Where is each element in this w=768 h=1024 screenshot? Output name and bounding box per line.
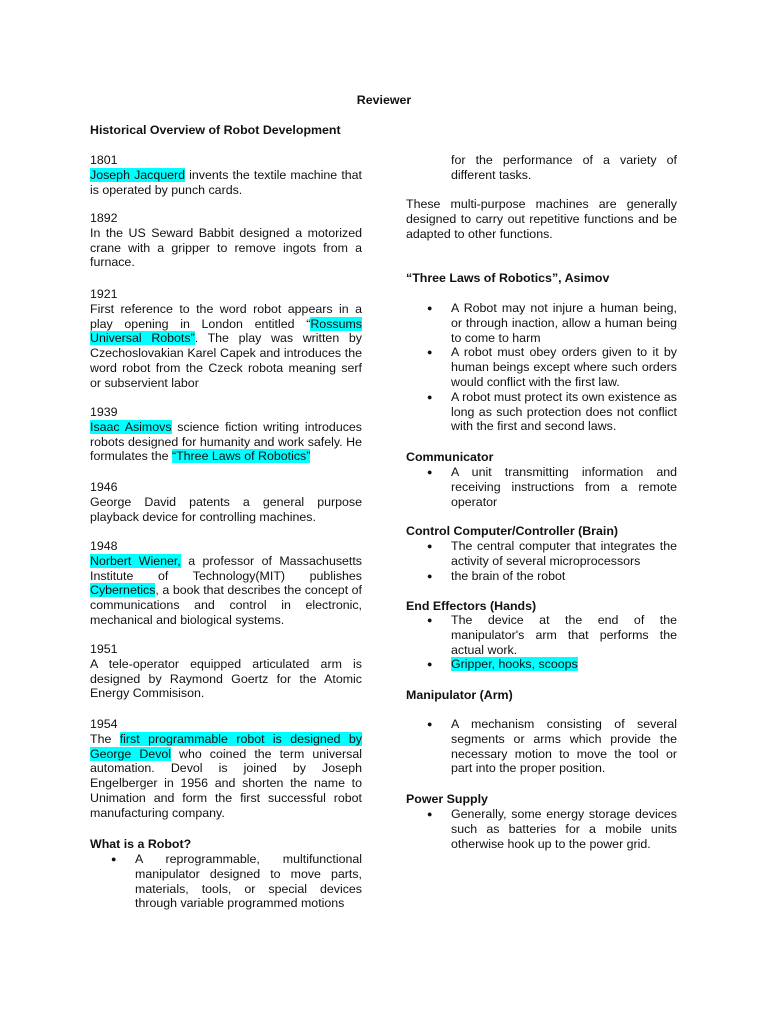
list-item: ● A mechanism consisting of several segments or arms which provide the necessary motion to move the tool or part into the proper position. — [406, 717, 677, 776]
entry-1939 — [90, 405, 362, 464]
entry-1946 — [90, 480, 362, 524]
entry-text: First reference to the word robot appears in a play opening in London entitled “Rossums Universal Robots”. The play was written by Czechoslovakian Karel Capek and introduces the word robot from the Czeck robota meaning serf or subservient labor — [90, 301, 362, 390]
entry-text: Isaac Asimovs science fiction writing introduces robots designed for humanity and work safely. He formulates the “Three Laws of Robotics” — [90, 419, 362, 464]
page-title: Reviewer — [356, 93, 412, 107]
section-heading-history: Historical Overview of Robot Development — [90, 123, 341, 137]
bullet-list — [406, 807, 677, 851]
list-item: ● the brain of the robot — [406, 569, 677, 584]
entry-year: 1951 — [90, 642, 118, 656]
highlight: Isaac Asimovs — [90, 419, 172, 434]
entry-text: A tele-operator equipped articulated arm is designed by Raymond Goertz for the Atomic Energy Commisison. — [90, 656, 362, 701]
list-item: ● A robot must protect its own existence as long as such protection does not conflict with the first and second laws. — [406, 390, 677, 434]
bullet-list — [90, 852, 362, 911]
list-item-highlighted — [406, 657, 677, 672]
list-item: ● The central computer that integrates the activity of several microprocessors — [406, 539, 677, 569]
list-item: ● A robot must obey orders given to it by human beings except where such orders would conflict with the first law. — [406, 345, 677, 389]
entry-1921 — [90, 287, 362, 391]
highlight: first programmable robot is designed by George Devol — [90, 731, 362, 761]
entry-year: 1946 — [90, 480, 118, 494]
section-heading-three-laws: “Three Laws of Robotics”, Asimov — [406, 271, 610, 285]
paragraph-multipurpose: These multi-purpose machines are generally designed to carry out repetitive functions and be adapted to other functions. — [406, 197, 677, 241]
bullet-list — [406, 465, 677, 509]
entry-year: 1921 — [90, 287, 118, 301]
bullet-list — [406, 301, 677, 434]
entry-1801 — [90, 153, 362, 197]
entry-text: George David patents a general purpose playback device for controlling machines. — [90, 494, 362, 524]
entry-year: 1948 — [90, 539, 118, 553]
section-heading-communicator: Communicator — [406, 450, 494, 464]
highlight: Joseph Jacquerd — [90, 167, 186, 182]
section-heading-what-is-robot: What is a Robot? — [90, 837, 192, 851]
list-item: ● A reprogrammable, multifunctional manipulator designed to move parts, materials, tools, or special devices through variable programmed motions — [90, 852, 362, 911]
entry-year: 1892 — [90, 211, 118, 225]
entry-year: 1801 — [90, 153, 118, 167]
entry-text: Joseph Jacquerd invents the textile machine that is operated by punch cards. — [90, 167, 362, 197]
highlight: Gripper, hooks, scoops — [451, 657, 578, 672]
bullet-list — [406, 613, 677, 672]
entry-year: 1939 — [90, 405, 118, 419]
list-item: ● A unit transmitting information and receiving instructions from a remote operator — [406, 465, 677, 509]
entry-1892 — [90, 211, 362, 270]
entry-text: In the US Seward Babbit designed a motorized crane with a gripper to remove ingots from a furnace. — [90, 225, 362, 270]
entry-text: The first programmable robot is designed by George Devol who coined the term universal automation. Devol is joined by Joseph Engelberger in 1956 and shorten the name to Unimation and form the first successful robot manufacturing company. — [90, 731, 362, 820]
list-item: ● A Robot may not injure a human being, or through inaction, allow a human being to come to harm — [406, 301, 677, 345]
entry-text: Norbert Wiener, a professor of Massachusetts Institute of Technology(MIT) publishes Cybernetics, a book that describes the concept of communications and control in electronic, mechanical and biological systems. — [90, 553, 362, 627]
highlight: Cybernetics — [90, 583, 156, 598]
entry-1951 — [90, 642, 362, 701]
entry-year: 1954 — [90, 717, 118, 731]
highlight: Rossums Universal Robots” — [90, 316, 362, 346]
highlight: Norbert Wiener, — [90, 553, 181, 568]
bullet-list — [406, 717, 677, 776]
entry-1954 — [90, 717, 362, 821]
highlight: “Three Laws of Robotics” — [171, 449, 311, 464]
list-item: ● Generally, some energy storage devices such as batteries for a mobile units otherwise hook up to the power grid. — [406, 807, 677, 851]
section-heading-controller: Control Computer/Controller (Brain) — [406, 524, 619, 538]
bullet-list — [406, 539, 677, 583]
continued-text: for the performance of a variety of different tasks. — [451, 153, 677, 182]
list-item: ● The device at the end of the manipulator's arm that performs the actual work. — [406, 613, 677, 657]
section-heading-end-effectors: End Effectors (Hands) — [406, 599, 537, 613]
entry-1948 — [90, 539, 362, 628]
section-heading-manipulator: Manipulator (Arm) — [406, 688, 513, 702]
section-heading-power-supply: Power Supply — [406, 792, 488, 806]
